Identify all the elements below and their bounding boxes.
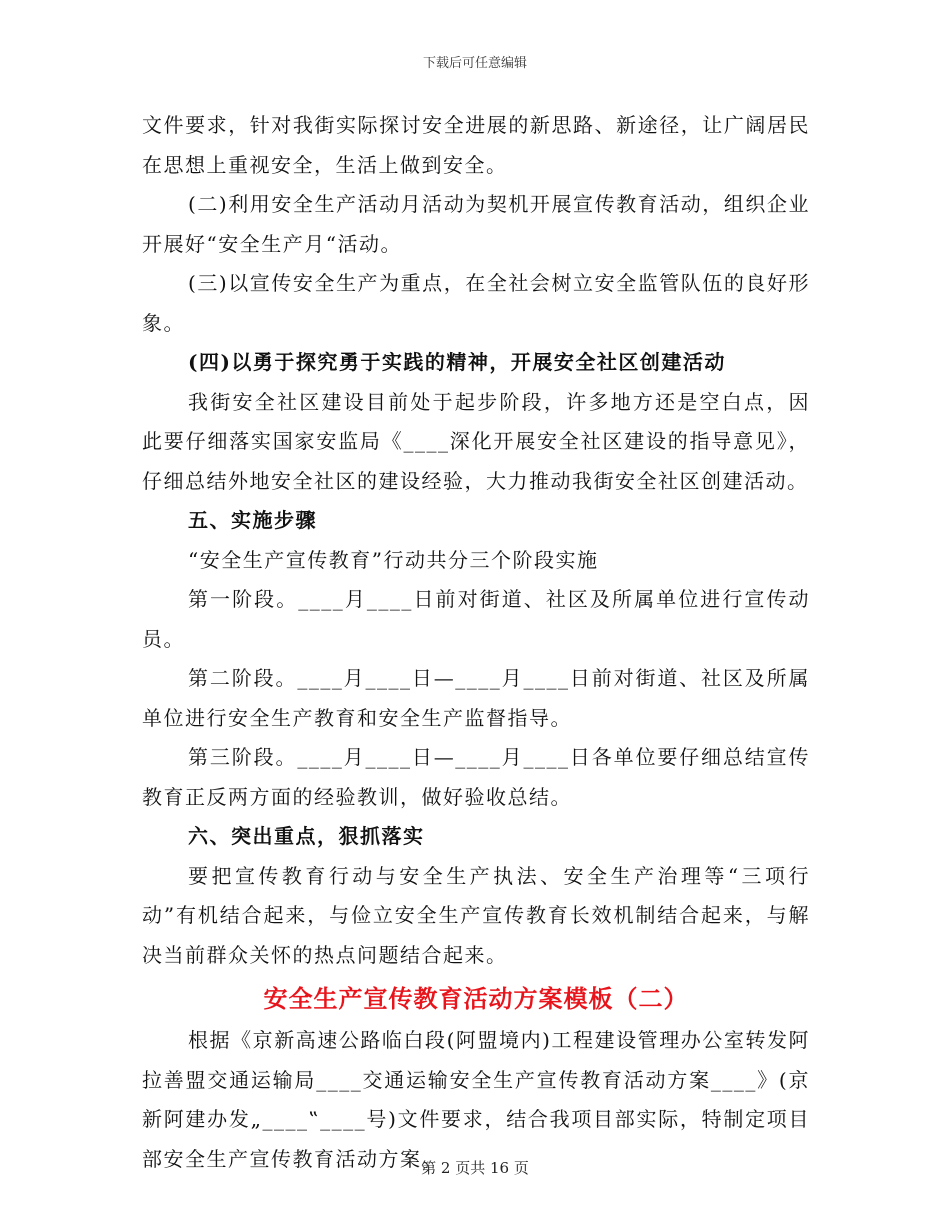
section-heading: 五、实施步骤 xyxy=(188,508,317,532)
paragraph: “安全生产宣传教育”行动共分三个阶段实施 xyxy=(188,547,599,572)
paragraph: 我街安全社区建设目前处于起步阶段，许多地方还是空白点，因此要仔细落实国家安监局《____深化开展安全社区建设的指导意见》，仔细总结外地安全社区的建设经验，大力推动我街安全社区创建活动。 xyxy=(142,389,810,493)
page-header: 下载后可任意编辑 xyxy=(422,56,527,71)
section-heading: 六、突出重点，狠抓落实 xyxy=(188,824,425,848)
paragraph: 根据《京新高速公路临白段(阿盟境内)工程建设管理办公室转发阿拉善盟交通运输局____交通运输安全生产宣传教育活动方案____》(京新阿建办发„____‟____号)文件要求，结合我项目部实际，特制定项目部安全生产宣传教育活动方案。 xyxy=(142,1028,810,1171)
paragraph: 要把宣传教育行动与安全生产执法、安全生产治理等“三项行动”有机结合起来，与俭立安全生产宣传教育长效机制结合起来，与解决当前群众关怀的热点问题结合起来。 xyxy=(142,863,810,967)
paragraph: 第一阶段。____月____日前对街道、社区及所属单位进行宣传动员。 xyxy=(142,587,810,651)
paragraph: (二)利用安全生产活动月活动为契机开展宣传教育活动，组织企业开展好“安全生产月“活动。 xyxy=(142,192,810,256)
paragraph: 第二阶段。____月____日—____月____日前对街道、社区及所属单位进行安全生产教育和安全生产监督指导。 xyxy=(142,666,810,730)
document-body xyxy=(142,106,810,1179)
paragraph: 文件要求，针对我街实际探讨安全进展的新思路、新途径，让广阔居民在思想上重视安全，生活上做到安全。 xyxy=(142,113,810,177)
page-footer: 第 2 页共 16 页 xyxy=(421,1159,529,1177)
paragraph: 第三阶段。____月____日—____月____日各单位要仔细总结宣传教育正反两方面的经验教训，做好验收总结。 xyxy=(142,745,810,809)
section-title: 安全生产宣传教育活动方案模板（二） xyxy=(263,984,689,1013)
subheading: (四)以勇于探究勇于实践的精神，开展安全社区创建活动 xyxy=(188,350,726,374)
paragraph: (三)以宣传安全生产为重点，在全社会树立安全监管队伍的良好形象。 xyxy=(142,271,810,335)
